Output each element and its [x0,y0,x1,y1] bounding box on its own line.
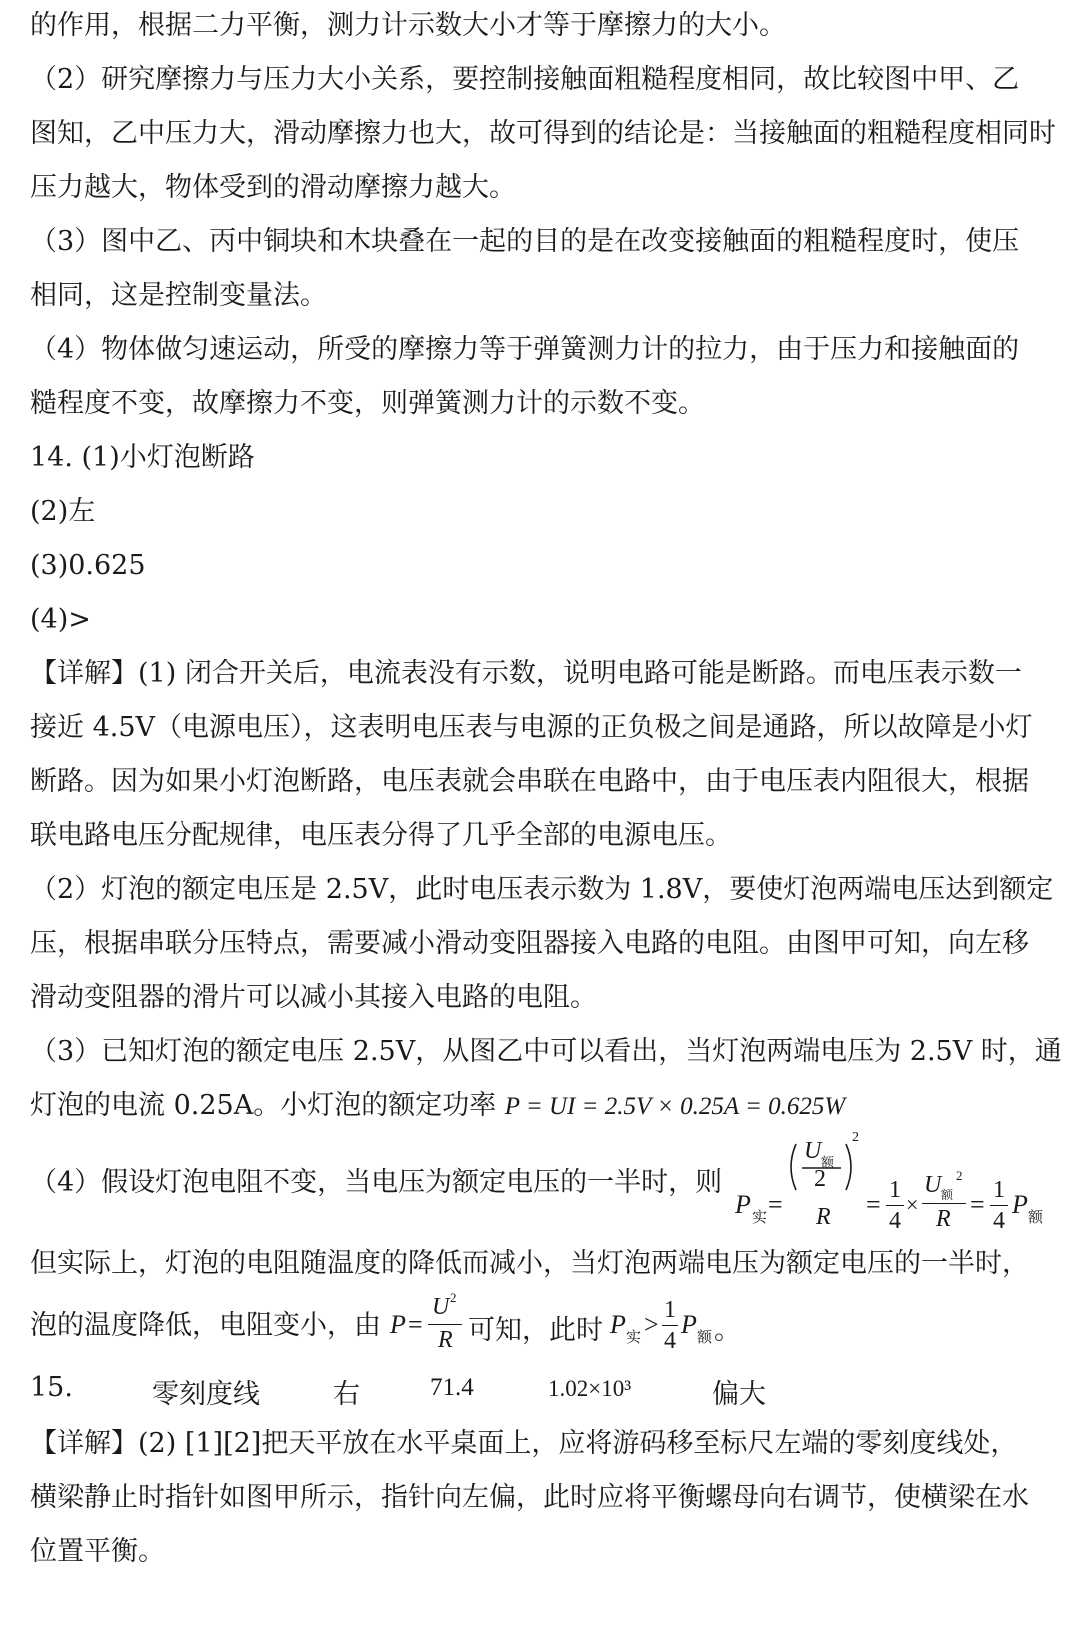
big-fraction [790,1130,860,1236]
text-line-23: 但实际上，灯泡的电阻随温度的降低而减小，当灯泡两端电压为额定电压的一半时， [30,1248,1029,1279]
text-line-6: 相同，这是控制变量法。 [30,280,327,311]
text-line-8: 糙程度不变，故摩擦力不变，则弹簧测力计的示数不变。 [30,388,705,419]
text-line-13: 【详解】(1) 闭合开关后，电流表没有示数，说明电路可能是断路。而电压表示数一 [30,658,1022,689]
u-symbol-2: U [924,1172,942,1198]
equals-1: = [768,1190,783,1219]
square-exponent: 2 [852,1130,859,1145]
line-21-text: 灯泡的电流 0.25A。小灯泡的额定功率 [30,1090,505,1121]
square-exponent-2: 2 [956,1168,963,1183]
p-symbol-3: P [390,1310,406,1339]
text-line-20: （3）已知灯泡的额定电压 2.5V，从图乙中可以看出，当灯泡两端电压为 2.5V 时，通 [30,1036,1062,1067]
p-symbol-4: P [610,1310,626,1339]
line-24-part-a: 泡的温度降低，电阻变小，由 [30,1310,381,1341]
frac-num-2: 1 [993,1177,1005,1203]
answer-14-4: (4)> [30,604,91,635]
p-symbol-2: P [1012,1190,1028,1219]
p-sub-actual: 实 [752,1210,768,1226]
answer-14-2: (2)左 [30,496,96,527]
p-sub-rated-2: 额 [697,1330,713,1346]
text-line-27: 横梁静止时指针如图甲所示，指针向左偏，此时应将平衡螺母向右调节，使横梁在水 [30,1482,1029,1513]
p-sub-rated: 额 [1028,1210,1044,1226]
answer-15-blank-1: 零刻度线 [152,1379,260,1410]
quarter-fraction-3 [662,1296,678,1355]
text-line-5: （3）图中乙、丙中铜块和木块叠在一起的目的是在改变接触面的粗糙程度时，使压 [30,226,1020,257]
text-line-2: （2）研究摩擦力与压力大小关系，要控制接触面粗糙程度相同，故比较图中甲、乙 [30,64,1020,95]
text-line-16: 联电路电压分配规律，电压表分得了几乎全部的电源电压。 [30,820,732,851]
r-denominator: R [816,1204,831,1230]
quarter-fraction-2 [990,1176,1008,1235]
answer-14-1: 14. (1)小灯泡断路 [30,442,255,473]
text-line-17: （2）灯泡的额定电压是 2.5V，此时电压表示数为 1.8V，要使灯泡两端电压达到额定 [30,874,1054,905]
text-line-1: 的作用，根据二力平衡，测力计示数大小才等于摩擦力的大小。 [30,10,786,41]
frac-den-2: 4 [993,1208,1005,1234]
text-line-26: 【详解】(2) [1][2]把天平放在水平桌面上，应将游码移至标尺左端的零刻度线处， [30,1428,1018,1459]
equals-2: = [866,1190,881,1219]
frac-den: 4 [889,1208,901,1234]
answer-15-blank-2: 右 [333,1379,360,1410]
equals-4: = [408,1310,423,1339]
line-24-part-c: 。 [714,1315,741,1346]
two-denominator: 2 [814,1166,826,1192]
answer-14-3: (3)0.625 [30,550,146,581]
text-line-21 [30,1088,845,1124]
quarter-fraction-1 [886,1176,904,1235]
line-24-part-b: 可知，此时 [468,1315,603,1346]
frac-num-3: 1 [664,1297,676,1323]
r-symbol-2: R [936,1206,951,1232]
p-sub-actual-2: 实 [626,1330,642,1346]
frac-den-3: 4 [664,1328,676,1354]
text-line-15: 断路。因为如果小灯泡断路，电压表就会串联在电路中，由于电压表内阻很大，根据 [30,766,1029,797]
u-sub-rated: 额 [821,1155,835,1170]
question-15-number: 15. [30,1372,73,1403]
text-line-14: 接近 4.5V（电源电压），这表明电压表与电源的正负极之间是通路，所以故障是小灯 [30,712,1033,743]
text-line-7: （4）物体做匀速运动，所受的摩擦力等于弹簧测力计的拉力，由于压力和接触面的 [30,334,1020,365]
text-line-3: 图知，乙中压力大，滑动摩擦力也大，故可得到的结论是：当接触面的粗糙程度相同时 [30,118,1056,149]
text-line-4: 压力越大，物体受到的滑动摩擦力越大。 [30,172,516,203]
frac-num: 1 [889,1177,901,1203]
answer-15-blank-4: 1.02×10³ [548,1376,632,1401]
equals-3: = [970,1190,985,1219]
p-symbol: P [735,1190,751,1219]
text-line-28: 位置平衡。 [30,1536,165,1567]
u-symbol: U [804,1138,822,1164]
answer-15-blank-5: 偏大 [712,1379,766,1410]
times-sign: × [906,1192,919,1217]
power-formula: P = UI = 2.5V × 0.25A = 0.625W [504,1093,846,1120]
answer-15-blank-3: 71.4 [430,1374,474,1401]
text-line-18: 压，根据串联分压特点，需要减小滑动变阻器接入电路的电阻。由图甲可知，向左移 [30,928,1029,959]
square-exponent-3: 2 [450,1290,457,1305]
p-symbol-5: P [681,1310,697,1339]
u-sub-rated-2: 额 [941,1188,954,1202]
greater-than: > [644,1310,659,1339]
text-line-22: （4）假设灯泡电阻不变，当电压为额定电压的一半时，则 [30,1167,723,1198]
u-symbol-3: U [432,1294,450,1320]
text-line-19: 滑动变阻器的滑片可以减小其接入电路的电阻。 [30,982,597,1013]
r-symbol-3: R [438,1327,453,1353]
